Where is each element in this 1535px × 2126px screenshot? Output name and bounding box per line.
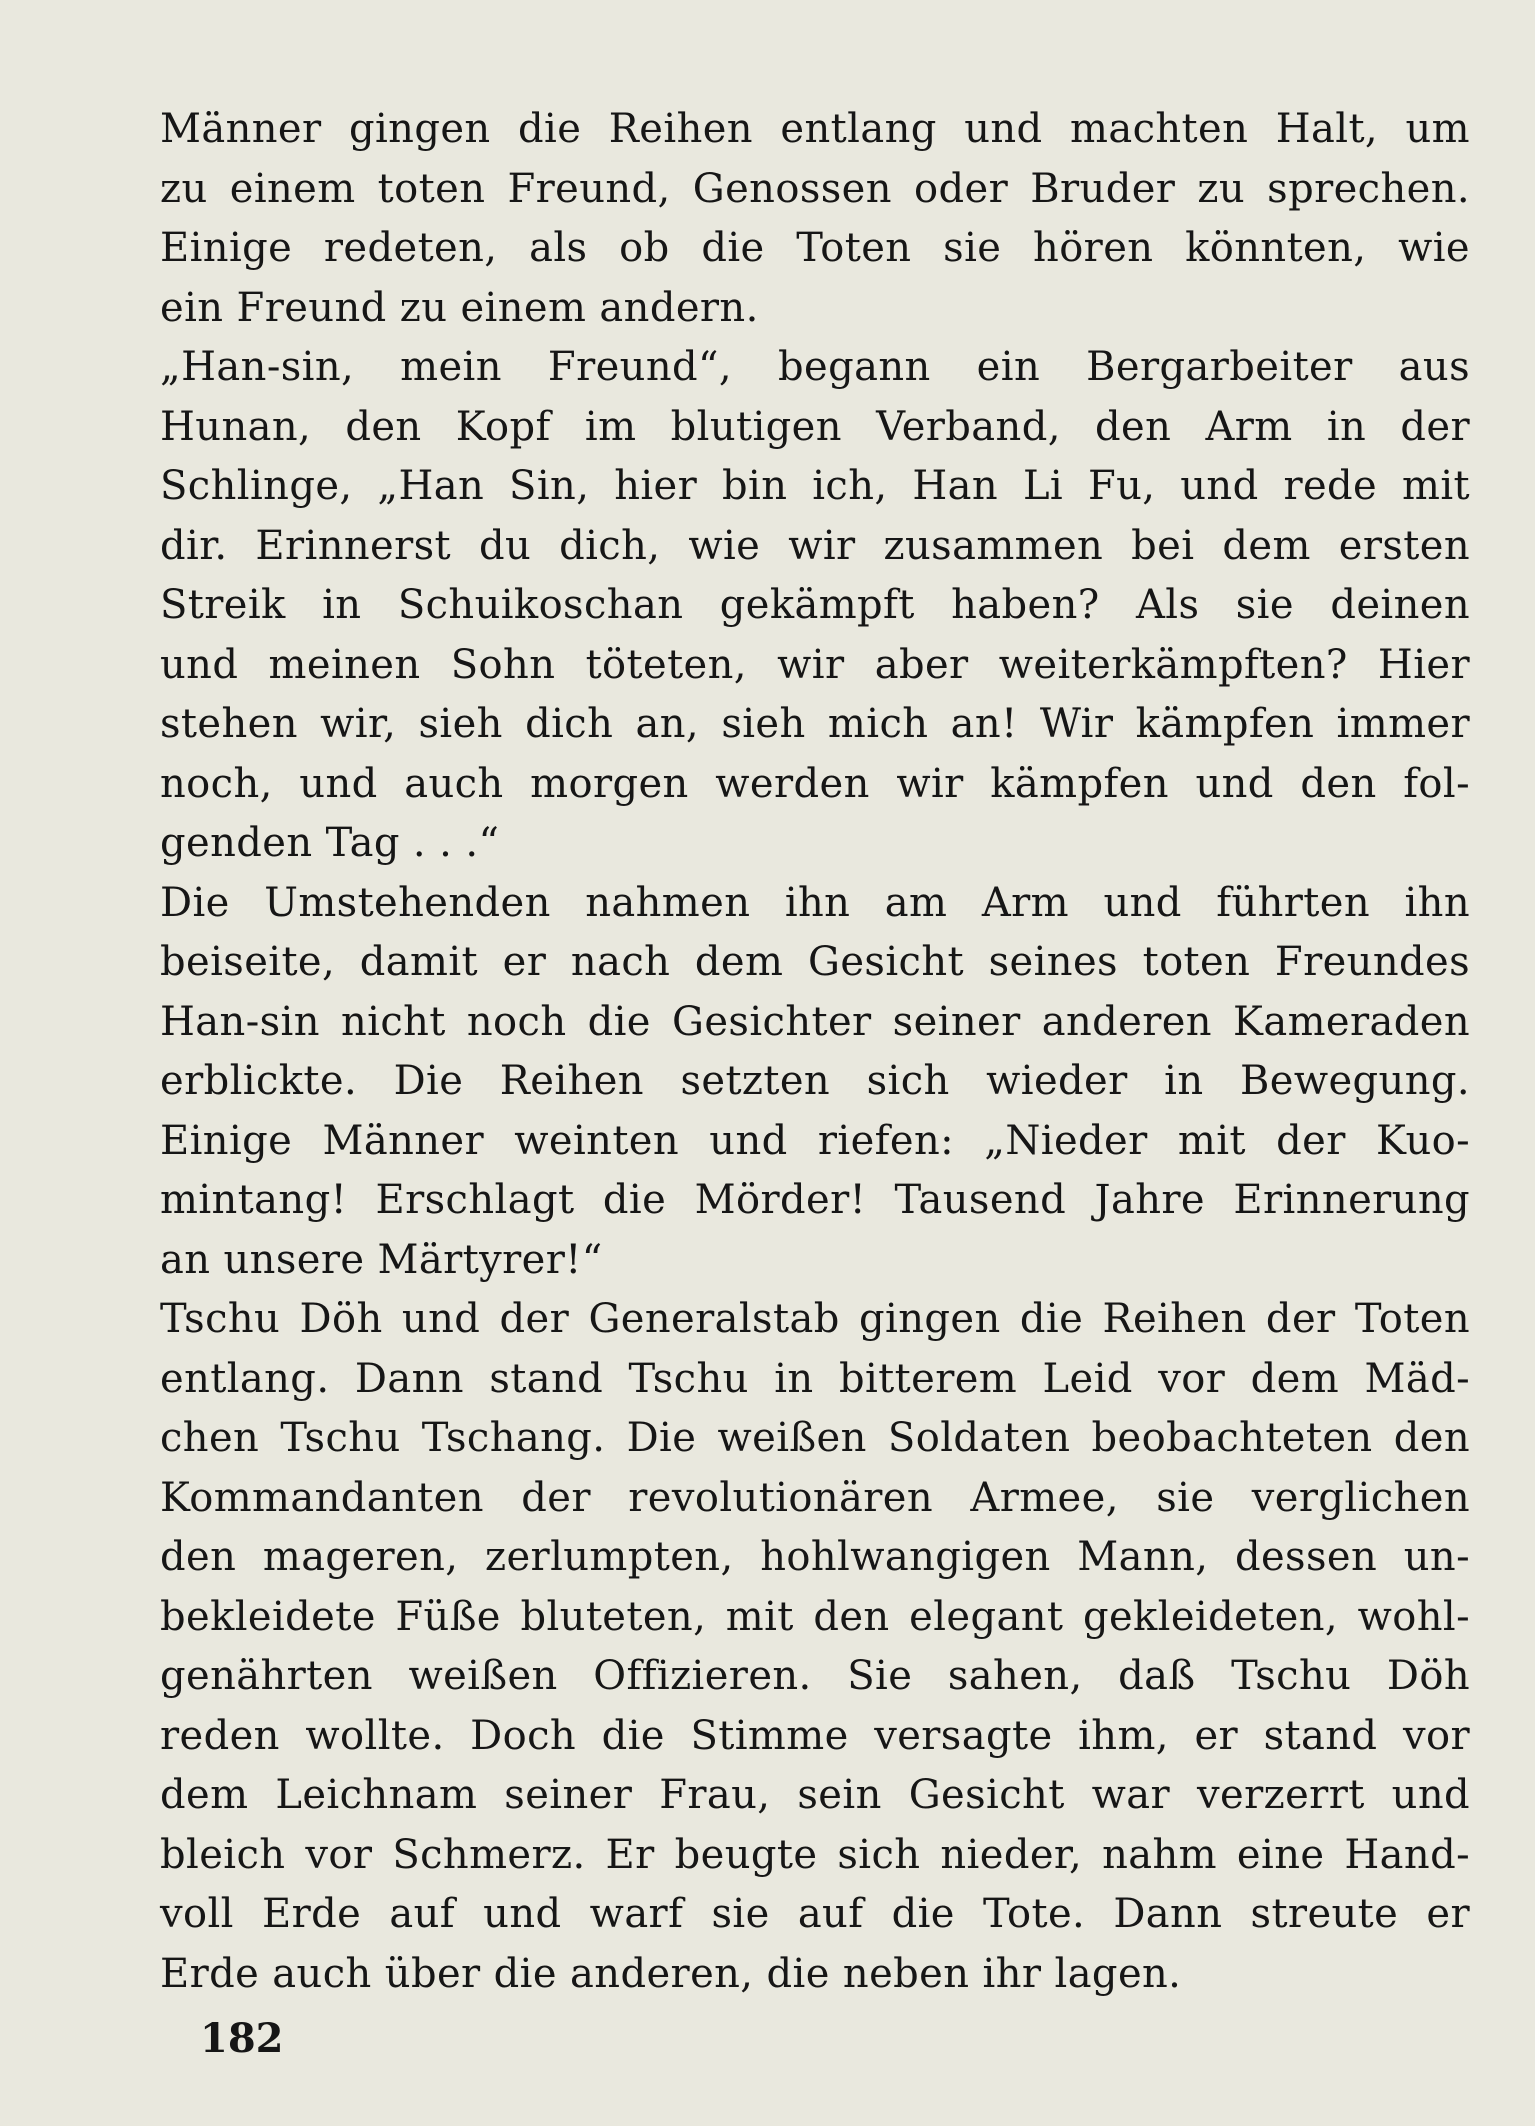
text-line: entlang. Dann stand Tschu in bitterem Leid vor dem Mäd- — [160, 1355, 1470, 1402]
text-line: Männer gingen die Reihen entlang und machten Halt, um — [160, 106, 1470, 152]
text-line: beiseite, damit er nach dem Gesicht seines toten Freundes — [160, 939, 1470, 985]
text-line: Streik in Schuikoschan gekämpft haben? Als sie deinen — [160, 582, 1470, 628]
text-line: bleich vor Schmerz. Er beugte sich nieder, nahm eine Hand- — [160, 1831, 1470, 1878]
text-line: an unsere Märtyrer!“ — [160, 1236, 603, 1283]
text-line: stehen wir, sieh dich an, sieh mich an! Wir kämpfen immer — [160, 701, 1470, 747]
text-line: chen Tschu Tschang. Die weißen Soldaten beobachteten den — [160, 1415, 1470, 1461]
text-line: Schlinge, „Han Sin, hier bin ich, Han Li Fu, und rede mit — [160, 463, 1470, 509]
text-line: Einige redeten, als ob die Toten sie hören könnten, wie — [160, 225, 1470, 271]
text-line: „Han-sin, mein Freund“, begann ein Bergarbeiter aus — [160, 344, 1470, 390]
text-line: Einige Männer weinten und riefen: „Nieder mit der Kuo- — [160, 1117, 1470, 1164]
text-line: noch, und auch morgen werden wir kämpfen und den fol- — [160, 760, 1470, 807]
text-line: dir. Erinnerst du dich, wie wir zusammen bei dem ersten — [160, 522, 1470, 569]
text-line: voll Erde auf und warf sie auf die Tote. Dann streute er — [160, 1891, 1470, 1937]
text-line: erblickte. Die Reihen setzten sich wieder in Bewegung. — [160, 1058, 1470, 1104]
text-line: genden Tag . . .“ — [160, 820, 500, 866]
text-line: Erde auch über die anderen, die neben ihr lagen. — [160, 1950, 1182, 1997]
text-line: ein Freund zu einem andern. — [160, 284, 759, 331]
text-line: Tschu Döh und der Generalstab gingen die Reihen der Toten — [160, 1296, 1470, 1342]
text-line: Die Umstehenden nahmen ihn am Arm und führten ihn — [160, 879, 1470, 926]
text-line: mintang! Erschlagt die Mörder! Tausend Jahre Erinnerung — [160, 1177, 1470, 1223]
text-line: und meinen Sohn töteten, wir aber weiterkämpften? Hier — [160, 641, 1470, 688]
body-text — [160, 100, 1470, 2004]
text-line: reden wollte. Doch die Stimme versagte ihm, er stand vor — [160, 1712, 1470, 1759]
text-line: den mageren, zerlumpten, hohlwangigen Mann, dessen un- — [160, 1534, 1470, 1580]
page-number: 182 — [200, 2015, 284, 2062]
text-line: dem Leichnam seiner Frau, sein Gesicht war verzerrt und — [160, 1772, 1470, 1818]
text-line: Han-sin nicht noch die Gesichter seiner anderen Kameraden — [160, 998, 1470, 1045]
text-line: genährten weißen Offizieren. Sie sahen, daß Tschu Döh — [160, 1653, 1470, 1699]
text-line: zu einem toten Freund, Genossen oder Bruder zu sprechen. — [160, 165, 1470, 212]
text-line: Kommandanten der revolutionären Armee, sie verglichen — [160, 1474, 1470, 1521]
text-line: Hunan, den Kopf im blutigen Verband, den Arm in der — [160, 403, 1470, 450]
text-line: bekleidete Füße bluteten, mit den elegant gekleideten, wohl- — [160, 1593, 1470, 1640]
